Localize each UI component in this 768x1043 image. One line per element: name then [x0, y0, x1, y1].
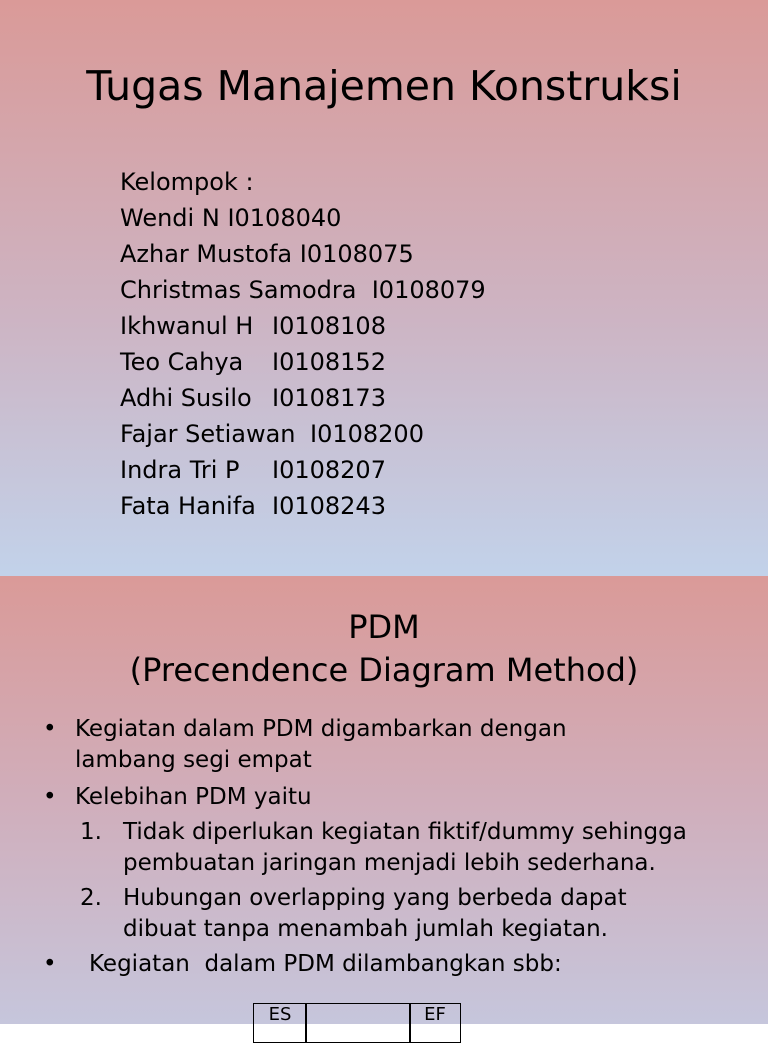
es-cell: ES	[253, 1003, 307, 1043]
member-row	[120, 200, 486, 236]
member-name: Fajar Setiawan	[120, 420, 296, 448]
member-id: I0108079	[371, 276, 486, 304]
member-id: I0108040	[227, 204, 342, 232]
bullet-text: Kegiatan dalam PDM dilambangkan sbb:	[89, 951, 562, 977]
bullet-dot: •	[43, 951, 57, 977]
member-row	[120, 308, 486, 344]
member-list	[120, 164, 486, 524]
member-name: Adhi Susilo	[120, 384, 252, 412]
item-number: 1.	[80, 819, 102, 845]
member-row	[120, 272, 486, 308]
member-name: Azhar Mustofa	[120, 240, 293, 268]
member-id: I0108075	[299, 240, 414, 268]
member-name: Ikhwanul H	[120, 312, 254, 340]
numbered-item	[0, 883, 768, 945]
member-row	[120, 380, 486, 416]
member-row	[120, 344, 486, 380]
member-name: Indra Tri P	[120, 456, 240, 484]
activity-box-diagram	[253, 1003, 461, 1043]
activity-cell	[305, 1003, 411, 1043]
numbered-item	[0, 817, 768, 879]
bullet-text: Kelebihan PDM yaitu	[75, 784, 312, 810]
bullet-item	[0, 782, 768, 813]
bullet-text: Kegiatan dalam PDM digambarkan dengan lambang segi empat	[75, 716, 567, 773]
bullet-dot: •	[43, 716, 57, 742]
member-name: Teo Cahya	[120, 348, 244, 376]
member-id: I0108173	[272, 384, 386, 412]
slide-2-title-line1: PDM	[348, 608, 420, 646]
item-text: Hubungan overlapping yang berbeda dapat dibuat tanpa menambah jumlah kegiatan.	[123, 885, 627, 942]
slide-2-title-line2: (Precendence Diagram Method)	[129, 651, 639, 689]
member-id: I0108200	[310, 420, 424, 448]
item-number: 2.	[80, 885, 102, 911]
bullet-list	[0, 714, 768, 980]
member-row	[120, 488, 486, 524]
member-name: Fata Hanifa	[120, 492, 256, 520]
member-id: I0108152	[272, 348, 386, 376]
member-id: I0108243	[272, 492, 386, 520]
slide-1-title: Tugas Manajemen Konstruksi	[86, 62, 682, 110]
member-id: I0108108	[272, 312, 386, 340]
member-name: Christmas Samodra	[120, 276, 357, 304]
ef-cell: EF	[409, 1003, 461, 1043]
slide-2-title	[0, 606, 768, 692]
bullet-item	[0, 949, 768, 980]
member-id: I0108207	[272, 456, 386, 484]
member-name: Wendi N	[120, 204, 220, 232]
item-text: Tidak diperlukan kegiatan fiktif/dummy sehingga pembuatan jaringan menjadi lebih sederhana.	[123, 819, 687, 876]
bullet-item	[0, 714, 768, 776]
group-heading: Kelompok :	[120, 168, 254, 196]
bullet-dot: •	[43, 784, 57, 810]
member-row	[120, 236, 486, 272]
member-row	[120, 416, 486, 452]
member-row	[120, 452, 486, 488]
